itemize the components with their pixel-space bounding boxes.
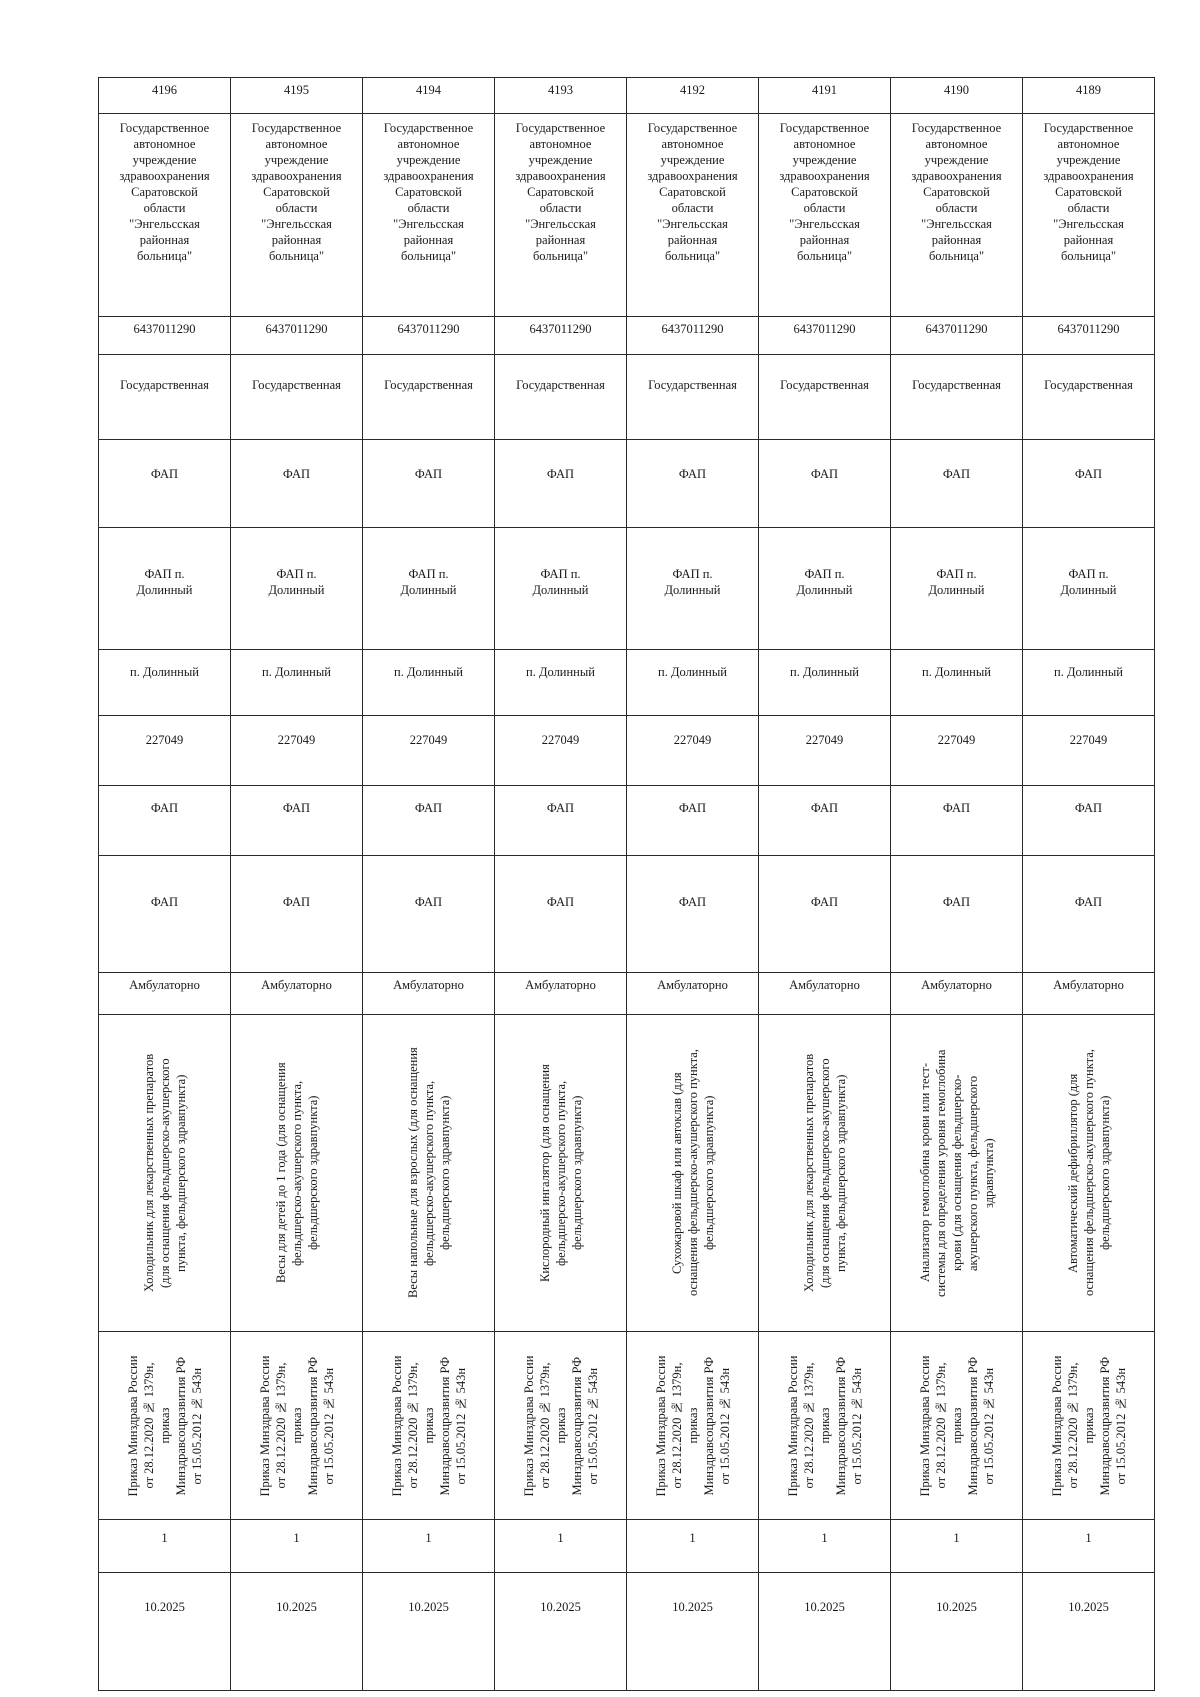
row-inn xyxy=(99,317,1155,355)
row-id xyxy=(99,78,1155,114)
cell-order: Приказ Минздрава России от 28.12.2020 № 1379н, приказ Минздравсоцразвития РФ от 15.05.2012 № 543н xyxy=(125,1355,204,1496)
cell-ownership: Государственная xyxy=(759,355,891,440)
cell-quantity: 1 xyxy=(99,1520,231,1573)
cell-care: Амбулаторно xyxy=(759,973,891,1015)
cell-category: ФАП xyxy=(99,786,231,856)
cell-ownership: Государственная xyxy=(363,355,495,440)
cell-category: ФАП xyxy=(231,786,363,856)
cell-category: ФАП xyxy=(759,786,891,856)
row-date xyxy=(99,1573,1155,1691)
cell-type: ФАП xyxy=(627,440,759,528)
cell-id: 4194 xyxy=(363,78,495,114)
cell-order: Приказ Минздрава России от 28.12.2020 № 1379н, приказ Минздравсоцразвития РФ от 15.05.2012 № 543н xyxy=(917,1355,996,1496)
cell-order: Приказ Минздрава России от 28.12.2020 № 1379н, приказ Минздравсоцразвития РФ от 15.05.2012 № 543н xyxy=(389,1355,468,1496)
cell-id: 4189 xyxy=(1023,78,1155,114)
cell-inn: 6437011290 xyxy=(363,317,495,355)
cell-quantity: 1 xyxy=(891,1520,1023,1573)
cell-date: 10.2025 xyxy=(363,1573,495,1691)
cell-date: 10.2025 xyxy=(99,1573,231,1691)
cell-inn: 6437011290 xyxy=(1023,317,1155,355)
cell-unit: ФАП п. Долинный xyxy=(664,567,721,597)
cell-ownership: Государственная xyxy=(99,355,231,440)
cell-organization: Государственное автономное учреждение здравоохранения Саратовской области "Энгельсская районная больница" xyxy=(779,121,870,263)
cell-settlement: п. Долинный xyxy=(99,650,231,716)
cell-category: ФАП xyxy=(1023,786,1155,856)
cell-unit: ФАП п. Долинный xyxy=(532,567,589,597)
cell-code: 227049 xyxy=(891,716,1023,786)
cell-code: 227049 xyxy=(363,716,495,786)
cell-unit: ФАП п. Долинный xyxy=(136,567,193,597)
cell-ownership: Государственная xyxy=(627,355,759,440)
cell-subcategory: ФАП xyxy=(627,856,759,973)
cell-type: ФАП xyxy=(363,440,495,528)
row-care xyxy=(99,973,1155,1015)
row-ownership xyxy=(99,355,1155,440)
cell-date: 10.2025 xyxy=(759,1573,891,1691)
cell-date: 10.2025 xyxy=(231,1573,363,1691)
cell-date: 10.2025 xyxy=(627,1573,759,1691)
cell-equipment: Холодильник для лекарственных препаратов (для оснащения фельдшерско-акушерского пункта, фельдшерского здравпункта) xyxy=(141,1053,188,1293)
cell-code: 227049 xyxy=(1023,716,1155,786)
cell-organization: Государственное автономное учреждение здравоохранения Саратовской области "Энгельсская районная больница" xyxy=(383,121,474,263)
cell-equipment: Весы для детей до 1 года (для оснащения фельдшерско-акушерского пункта, фельдшерского здравпункта) xyxy=(273,1062,320,1284)
cell-category: ФАП xyxy=(495,786,627,856)
cell-id: 4193 xyxy=(495,78,627,114)
cell-subcategory: ФАП xyxy=(99,856,231,973)
cell-inn: 6437011290 xyxy=(99,317,231,355)
cell-order: Приказ Минздрава России от 28.12.2020 № 1379н, приказ Минздравсоцразвития РФ от 15.05.2012 № 543н xyxy=(257,1355,336,1496)
cell-quantity: 1 xyxy=(495,1520,627,1573)
cell-type: ФАП xyxy=(891,440,1023,528)
cell-settlement: п. Долинный xyxy=(231,650,363,716)
cell-unit: ФАП п. Долинный xyxy=(268,567,325,597)
cell-care: Амбулаторно xyxy=(891,973,1023,1015)
cell-type: ФАП xyxy=(495,440,627,528)
row-unit xyxy=(99,528,1155,650)
cell-code: 227049 xyxy=(495,716,627,786)
cell-organization: Государственное автономное учреждение здравоохранения Саратовской области "Энгельсская районная больница" xyxy=(251,121,342,263)
cell-code: 227049 xyxy=(627,716,759,786)
cell-unit: ФАП п. Долинный xyxy=(1060,567,1117,597)
cell-subcategory: ФАП xyxy=(495,856,627,973)
cell-equipment: Автоматический дефибриллятор (для оснащения фельдшерско-акушерского пункта, фельдшерского здравпункта) xyxy=(1065,1049,1112,1297)
cell-organization: Государственное автономное учреждение здравоохранения Саратовской области "Энгельсская районная больница" xyxy=(1043,121,1134,263)
cell-quantity: 1 xyxy=(627,1520,759,1573)
cell-organization: Государственное автономное учреждение здравоохранения Саратовской области "Энгельсская районная больница" xyxy=(647,121,738,263)
cell-category: ФАП xyxy=(891,786,1023,856)
row-settlement xyxy=(99,650,1155,716)
cell-order: Приказ Минздрава России от 28.12.2020 № 1379н, приказ Минздравсоцразвития РФ от 15.05.2012 № 543н xyxy=(785,1355,864,1496)
cell-settlement: п. Долинный xyxy=(1023,650,1155,716)
cell-inn: 6437011290 xyxy=(627,317,759,355)
cell-quantity: 1 xyxy=(1023,1520,1155,1573)
cell-code: 227049 xyxy=(99,716,231,786)
cell-category: ФАП xyxy=(627,786,759,856)
cell-equipment: Кислородный ингалятор (для оснащения фельдшерско-акушерского пункта, фельдшерского здравпункта) xyxy=(537,1064,584,1282)
cell-care: Амбулаторно xyxy=(231,973,363,1015)
cell-type: ФАП xyxy=(759,440,891,528)
cell-ownership: Государственная xyxy=(231,355,363,440)
cell-unit: ФАП п. Долинный xyxy=(400,567,457,597)
cell-equipment: Анализатор гемоглобина крови или тест- системы для определения уровня гемоглобина крови (для оснащения фельдшерско- акушерского пункта, фельдшерского здравпункта) xyxy=(917,1049,996,1297)
cell-order: Приказ Минздрава России от 28.12.2020 № 1379н, приказ Минздравсоцразвития РФ от 15.05.2012 № 543н xyxy=(521,1355,600,1496)
cell-subcategory: ФАП xyxy=(891,856,1023,973)
row-equipment xyxy=(99,1015,1155,1332)
row-order xyxy=(99,1332,1155,1520)
row-subcategory xyxy=(99,856,1155,973)
cell-subcategory: ФАП xyxy=(1023,856,1155,973)
cell-date: 10.2025 xyxy=(495,1573,627,1691)
cell-type: ФАП xyxy=(99,440,231,528)
cell-inn: 6437011290 xyxy=(495,317,627,355)
cell-id: 4196 xyxy=(99,78,231,114)
cell-care: Амбулаторно xyxy=(1023,973,1155,1015)
cell-equipment: Холодильник для лекарственных препаратов (для оснащения фельдшерско-акушерского пункта, фельдшерского здравпункта) xyxy=(801,1053,848,1293)
cell-subcategory: ФАП xyxy=(363,856,495,973)
cell-settlement: п. Долинный xyxy=(363,650,495,716)
cell-date: 10.2025 xyxy=(891,1573,1023,1691)
cell-quantity: 1 xyxy=(363,1520,495,1573)
cell-inn: 6437011290 xyxy=(759,317,891,355)
cell-care: Амбулаторно xyxy=(363,973,495,1015)
cell-equipment: Весы напольные для взрослых (для оснащения фельдшерско-акушерского пункта, фельдшерского здравпункта) xyxy=(405,1047,452,1299)
cell-type: ФАП xyxy=(231,440,363,528)
cell-quantity: 1 xyxy=(231,1520,363,1573)
cell-settlement: п. Долинный xyxy=(627,650,759,716)
cell-type: ФАП xyxy=(1023,440,1155,528)
row-quantity xyxy=(99,1520,1155,1573)
cell-unit: ФАП п. Долинный xyxy=(796,567,853,597)
cell-organization: Государственное автономное учреждение здравоохранения Саратовской области "Энгельсская районная больница" xyxy=(911,121,1002,263)
cell-settlement: п. Долинный xyxy=(891,650,1023,716)
cell-organization: Государственное автономное учреждение здравоохранения Саратовской области "Энгельсская районная больница" xyxy=(119,121,210,263)
cell-id: 4191 xyxy=(759,78,891,114)
cell-id: 4195 xyxy=(231,78,363,114)
cell-ownership: Государственная xyxy=(891,355,1023,440)
cell-equipment: Сухожаровой шкаф или автоклав (для оснащения фельдшерско-акушерского пункта, фельдшерского здравпункта) xyxy=(669,1049,716,1297)
cell-care: Амбулаторно xyxy=(627,973,759,1015)
equipment-table xyxy=(98,77,1155,1691)
row-type xyxy=(99,440,1155,528)
cell-id: 4192 xyxy=(627,78,759,114)
cell-code: 227049 xyxy=(759,716,891,786)
cell-date: 10.2025 xyxy=(1023,1573,1155,1691)
cell-care: Амбулаторно xyxy=(495,973,627,1015)
cell-id: 4190 xyxy=(891,78,1023,114)
cell-ownership: Государственная xyxy=(495,355,627,440)
cell-inn: 6437011290 xyxy=(231,317,363,355)
cell-organization: Государственное автономное учреждение здравоохранения Саратовской области "Энгельсская районная больница" xyxy=(515,121,606,263)
cell-settlement: п. Долинный xyxy=(495,650,627,716)
cell-inn: 6437011290 xyxy=(891,317,1023,355)
cell-code: 227049 xyxy=(231,716,363,786)
cell-order: Приказ Минздрава России от 28.12.2020 № 1379н, приказ Минздравсоцразвития РФ от 15.05.2012 № 543н xyxy=(1049,1355,1128,1496)
cell-unit: ФАП п. Долинный xyxy=(928,567,985,597)
cell-order: Приказ Минздрава России от 28.12.2020 № 1379н, приказ Минздравсоцразвития РФ от 15.05.2012 № 543н xyxy=(653,1355,732,1496)
cell-care: Амбулаторно xyxy=(99,973,231,1015)
row-code xyxy=(99,716,1155,786)
cell-subcategory: ФАП xyxy=(231,856,363,973)
row-category xyxy=(99,786,1155,856)
cell-ownership: Государственная xyxy=(1023,355,1155,440)
cell-quantity: 1 xyxy=(759,1520,891,1573)
cell-subcategory: ФАП xyxy=(759,856,891,973)
row-organization xyxy=(99,114,1155,317)
cell-category: ФАП xyxy=(363,786,495,856)
cell-settlement: п. Долинный xyxy=(759,650,891,716)
